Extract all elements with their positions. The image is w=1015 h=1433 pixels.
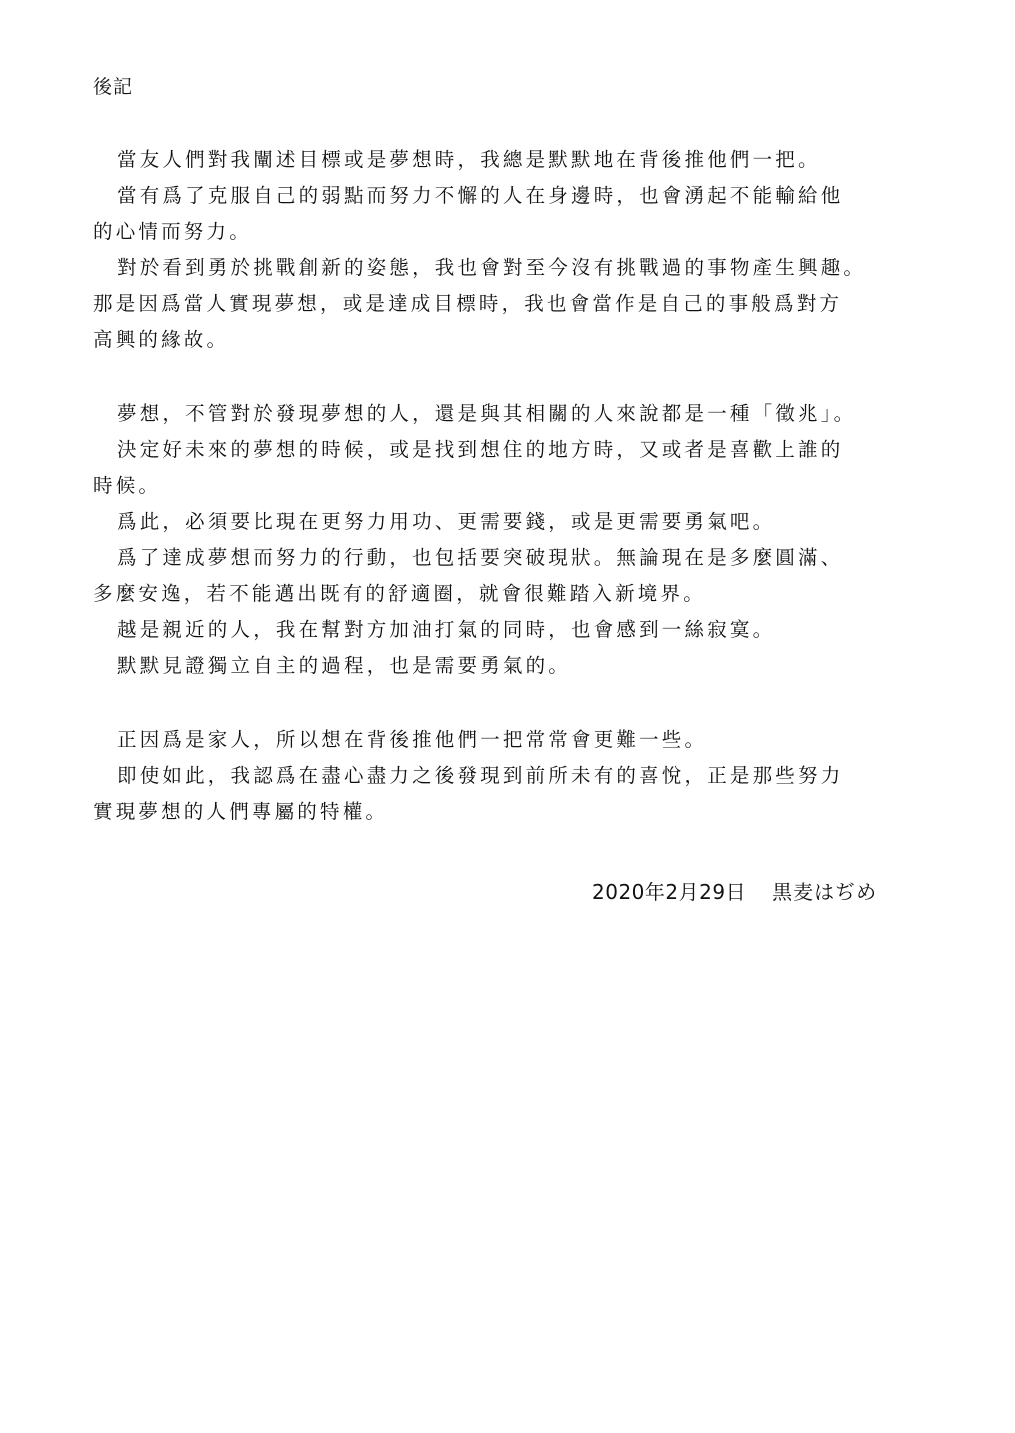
text-line: 時候。: [93, 474, 162, 497]
text-line: 爲此，必須要比現在更努力用功、更需要錢，或是更需要勇氣吧。: [117, 510, 776, 533]
text-line: 當友人們對我闡述目標或是夢想時，我總是默默地在背後推他們一把。: [117, 148, 821, 171]
paragraph-spacer: [93, 358, 923, 396]
paragraph-spacer: [93, 684, 923, 722]
signature-date: 2020年2月29日: [592, 880, 747, 904]
paragraph: [93, 396, 923, 684]
text-line: 夢想，不管對於發現夢想的人，還是與其相關的人來說都是一種「徵兆」。: [117, 402, 857, 425]
text-line: 對於看到勇於挑戰創新的姿態，我也會對至今沒有挑戰過的事物產生興趣。: [117, 256, 867, 279]
text-line: 即使如此，我認爲在盡心盡力之後發現到前所未有的喜悅，正是那些努力: [117, 764, 844, 787]
text-line: 默默見證獨立自主的過程，也是需要勇氣的。: [117, 654, 572, 677]
text-line: 當有爲了克服自己的弱點而努力不懈的人在身邊時，也會湧起不能輸給他: [117, 184, 844, 207]
text-line: 爲了達成夢想而努力的行動，也包括要突破現狀。無論現在是多麼圓滿、: [117, 546, 844, 569]
text-line: 多麼安逸，若不能邁出既有的舒適圈，就會很難踏入新境界。: [93, 582, 706, 605]
page-title: 後記: [93, 76, 134, 98]
text-line: 的心情而努力。: [93, 220, 252, 243]
signature-author: 黒麦はぢめ: [772, 880, 878, 904]
text-line: 正因爲是家人，所以想在背後推他們一把常常會更難一些。: [117, 728, 708, 751]
text-line: 高興的緣故。: [93, 328, 230, 351]
text-line: 越是親近的人，我在幫對方加油打氣的同時，也會感到一絲寂寞。: [117, 618, 776, 641]
signature: [592, 876, 922, 908]
text-line: 那是因爲當人實現夢想，或是達成目標時，我也會當作是自己的事般爲對方: [93, 292, 843, 315]
paragraph: [93, 142, 923, 358]
paragraph: [93, 722, 923, 830]
text-line: 實現夢想的人們專屬的特權。: [93, 800, 389, 823]
text-line: 決定好未來的夢想的時候，或是找到想住的地方時，又或者是喜歡上誰的: [117, 438, 844, 461]
document-body: [93, 142, 923, 830]
